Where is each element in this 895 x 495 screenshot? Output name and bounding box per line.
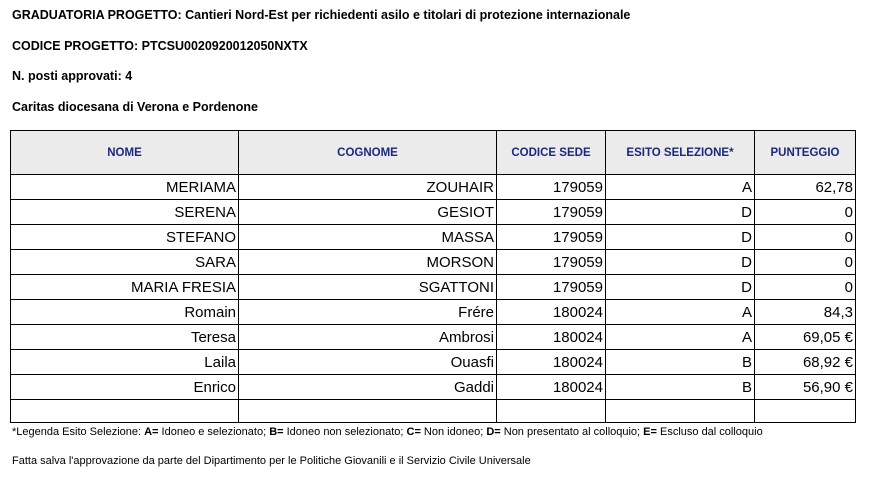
empty-cell [11, 400, 239, 423]
cell-nome: Romain [11, 300, 239, 325]
table-row [11, 350, 856, 375]
table-row [11, 250, 856, 275]
legend-code: E= [643, 426, 657, 438]
cell-nome: STEFANO [11, 225, 239, 250]
empty-cell [497, 400, 606, 423]
table-row [11, 325, 856, 350]
empty-cell [239, 400, 497, 423]
legend-intro: *Legenda Esito Selezione: [12, 426, 145, 438]
cell-cognome: MORSON [239, 250, 497, 275]
cell-punteggio: 0 [755, 250, 856, 275]
cell-esito: D [606, 225, 755, 250]
cell-codice-sede: 180024 [497, 325, 606, 350]
cell-nome: SERENA [11, 200, 239, 225]
project-title: GRADUATORIA PROGETTO: Cantieri Nord-Est per richiedenti asilo e titolari di protezione internazionale [12, 8, 631, 22]
cell-esito: A [606, 325, 755, 350]
cell-nome: MERIAMA [11, 175, 239, 200]
cell-codice-sede: 179059 [497, 225, 606, 250]
cell-punteggio: 84,3 [755, 300, 856, 325]
table-row-empty [11, 400, 856, 423]
table-row [11, 175, 856, 200]
cell-punteggio: 0 [755, 225, 856, 250]
table-row [11, 375, 856, 400]
table-row [11, 275, 856, 300]
cell-punteggio: 69,05 € [755, 325, 856, 350]
legend-text: Idoneo non selezionato; [283, 426, 407, 438]
cell-cognome: Ambrosi [239, 325, 497, 350]
cell-punteggio: 0 [755, 200, 856, 225]
legend-text: Non idoneo; [420, 426, 487, 438]
cell-punteggio: 62,78 [755, 175, 856, 200]
cell-nome: MARIA FRESIA [11, 275, 239, 300]
cell-cognome: MASSA [239, 225, 497, 250]
table-header-row [11, 131, 856, 175]
table-row [11, 225, 856, 250]
legend-text: Non presentato al colloquio; [500, 426, 644, 438]
cell-esito: D [606, 275, 755, 300]
cell-codice-sede: 179059 [497, 275, 606, 300]
cell-cognome: ZOUHAIR [239, 175, 497, 200]
cell-codice-sede: 179059 [497, 200, 606, 225]
cell-nome: SARA [11, 250, 239, 275]
cell-cognome: Gaddi [239, 375, 497, 400]
cell-codice-sede: 180024 [497, 375, 606, 400]
cell-esito: A [606, 300, 755, 325]
cell-punteggio: 68,92 € [755, 350, 856, 375]
column-header-nome: NOME [11, 131, 239, 175]
column-header-cognome: COGNOME [239, 131, 497, 175]
legend-code: C= [406, 426, 421, 438]
cell-esito: D [606, 250, 755, 275]
cell-esito: D [606, 200, 755, 225]
cell-cognome: Ouasfi [239, 350, 497, 375]
legend-text: Idoneo e selezionato; [158, 426, 270, 438]
table-row [11, 200, 856, 225]
cell-codice-sede: 179059 [497, 175, 606, 200]
cell-cognome: GESIOT [239, 200, 497, 225]
project-code: CODICE PROGETTO: PTCSU0020920012050NXTX [12, 39, 308, 53]
cell-codice-sede: 180024 [497, 350, 606, 375]
approved-places: N. posti approvati: 4 [12, 69, 133, 83]
legend-code: D= [486, 426, 501, 438]
legend-code: B= [269, 426, 284, 438]
cell-cognome: Frére [239, 300, 497, 325]
organization-name: Caritas diocesana di Verona e Pordenone [12, 100, 258, 114]
legend-text: Escluso dal colloquio [656, 426, 763, 438]
cell-esito: B [606, 350, 755, 375]
column-header-esito-selezione: ESITO SELEZIONE* [606, 131, 755, 175]
empty-cell [755, 400, 856, 423]
cell-punteggio: 56,90 € [755, 375, 856, 400]
column-header-codice-sede: CODICE SEDE [497, 131, 606, 175]
legend [12, 426, 763, 438]
cell-codice-sede: 180024 [497, 300, 606, 325]
legend-code: A= [144, 426, 159, 438]
column-header-punteggio: PUNTEGGIO [755, 131, 856, 175]
cell-esito: A [606, 175, 755, 200]
cell-punteggio: 0 [755, 275, 856, 300]
table-row [11, 300, 856, 325]
cell-codice-sede: 179059 [497, 250, 606, 275]
empty-cell [606, 400, 755, 423]
cell-nome: Teresa [11, 325, 239, 350]
cell-nome: Laila [11, 350, 239, 375]
cell-nome: Enrico [11, 375, 239, 400]
cell-cognome: SGATTONI [239, 275, 497, 300]
cell-esito: B [606, 375, 755, 400]
ranking-table [10, 130, 856, 423]
footer-note: Fatta salva l'approvazione da parte del Dipartimento per le Politiche Giovanili e il Servizio Civile Universale [12, 455, 531, 467]
